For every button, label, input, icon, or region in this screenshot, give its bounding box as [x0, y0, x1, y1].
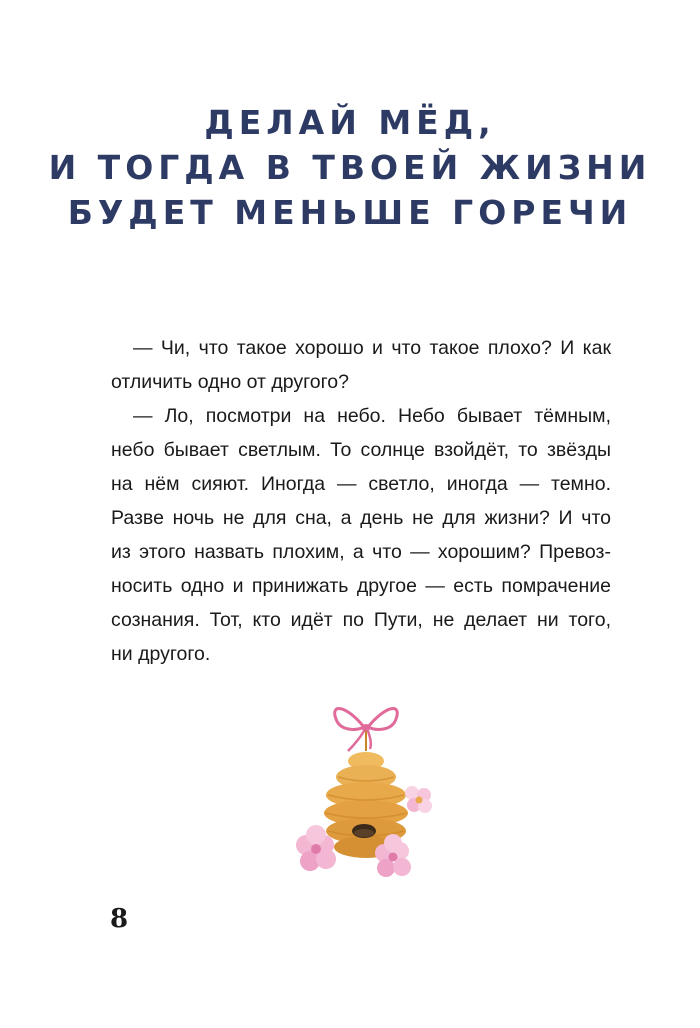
- text-line-10: ни другого.: [111, 643, 211, 665]
- text-line-4: небо бывает светлым. То солнце взойдёт, то звёзды: [111, 439, 611, 461]
- ribbon-bow-icon: [335, 709, 398, 751]
- chapter-title-line-1: ДЕЛАЙ МЁД,: [204, 103, 496, 142]
- text-line-3: — Ло, посмотри на небо. Небо бывает тёмным,: [133, 405, 611, 427]
- chapter-title: [0, 100, 700, 235]
- flower-small-icon: [405, 786, 432, 813]
- text-line-6: Разве ночь не для сна, а день не для жизни? И что: [111, 507, 611, 529]
- text-line-9: сознания. Тот, кто идёт по Пути, не делает ни того,: [111, 609, 611, 631]
- text-line-2: отличить одно от другого?: [111, 371, 349, 393]
- chapter-title-line-3: БУДЕТ МЕНЬШЕ ГОРЕЧИ: [67, 193, 633, 232]
- text-line-7: из этого назвать плохим, а что — хорошим? Превоз-: [111, 541, 611, 563]
- text-line-8: носить одно и принижать другое — есть помрачение: [111, 575, 611, 597]
- chapter-title-line-2: И ТОГДА В ТВОЕЙ ЖИЗНИ: [48, 148, 652, 187]
- page-number: 8: [110, 904, 129, 934]
- beehive-with-ribbon-and-flowers-icon: [286, 685, 446, 895]
- dialogue-text: [111, 331, 611, 671]
- text-line-1: — Чи, что такое хорошо и что такое плохо? И как: [133, 337, 611, 359]
- text-line-5: на нём сияют. Иногда — светло, иногда — темно.: [111, 473, 611, 495]
